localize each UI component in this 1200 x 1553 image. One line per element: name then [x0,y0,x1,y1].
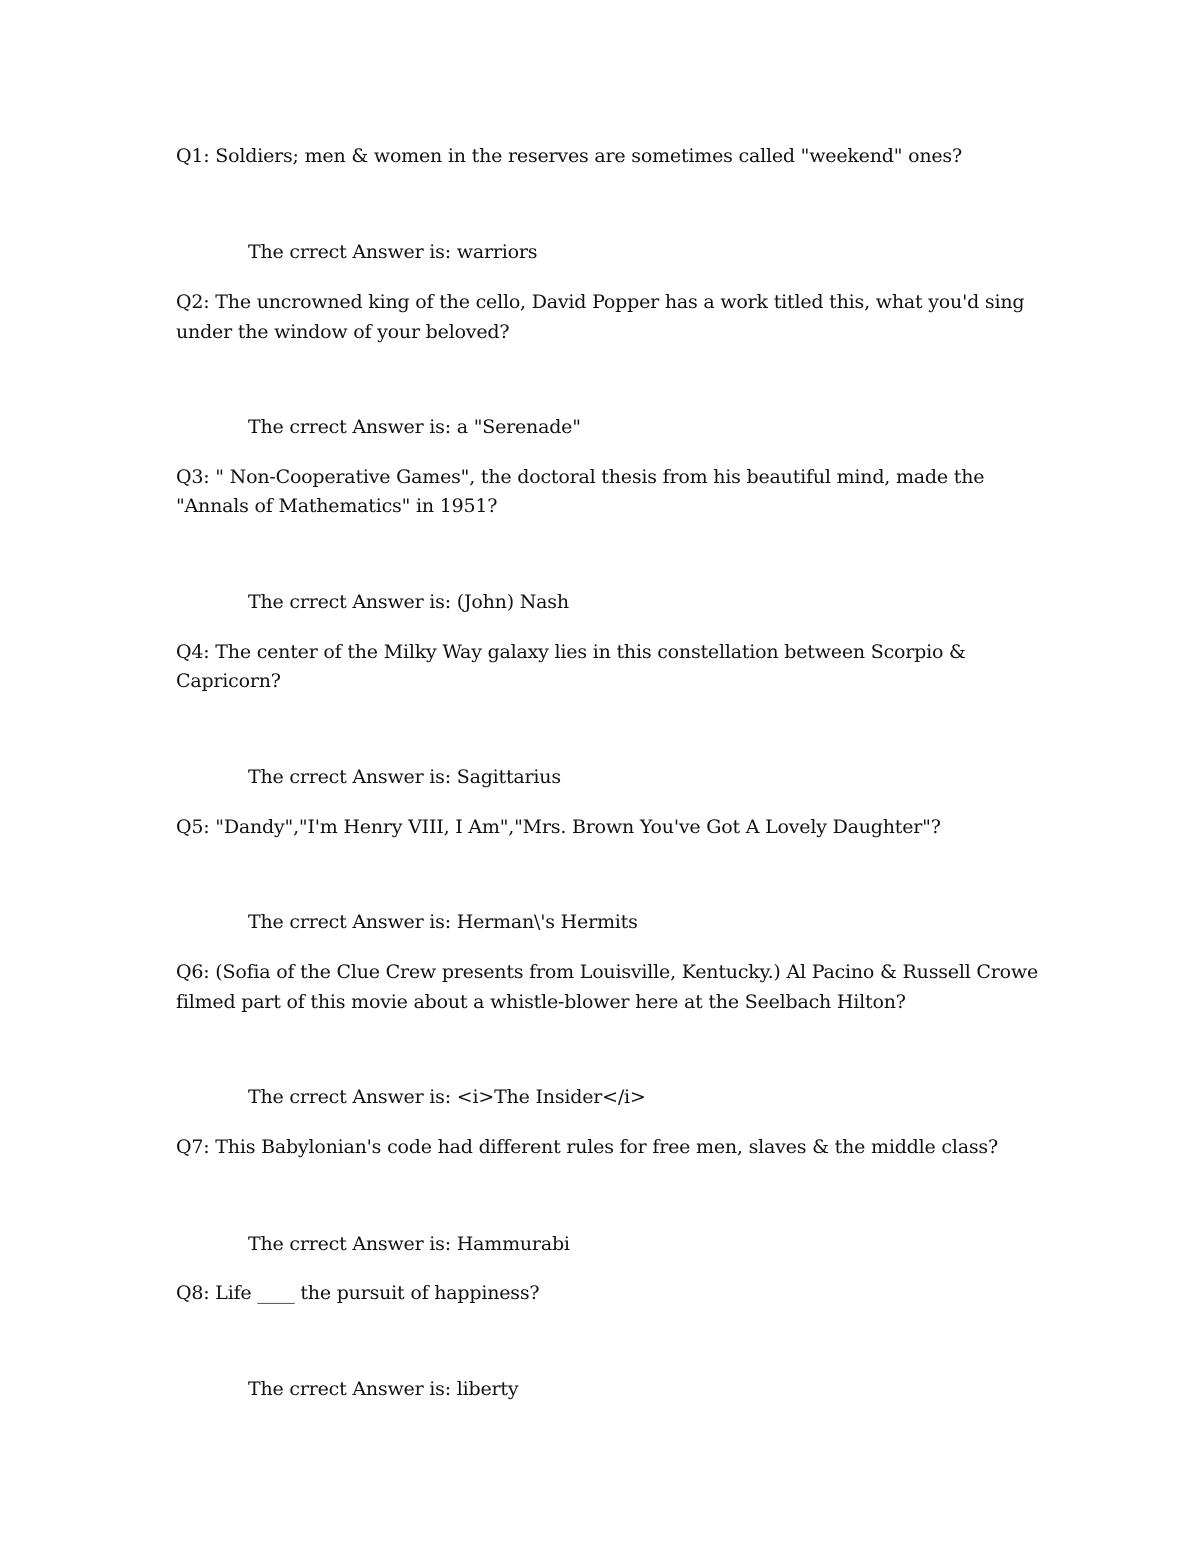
question-1-line-1: Q1: Soldiers; men & women in the reserves are sometimes called "weekend" ones? [176,145,962,167]
question-6-line-1: Q6: (Sofia of the Clue Crew presents from Louisville, Kentucky.) Al Pacino & Russell Crowe [176,961,1039,983]
question-4-line-1: Q4: The center of the Milky Way galaxy lies in this constellation between Scorpio & [176,641,966,663]
answer-4: The crrect Answer is: Sagittarius [248,766,561,788]
question-8-line-1: Q8: Life ____ the pursuit of happiness? [176,1282,540,1304]
question-7-line-1: Q7: This Babylonian's code had different rules for free men, slaves & the middle class? [176,1136,998,1158]
answer-5: The crrect Answer is: Herman\'s Hermits [248,911,638,933]
answer-1: The crrect Answer is: warriors [248,241,538,263]
answer-6: The crrect Answer is: <i>The Insider</i> [248,1086,646,1108]
question-2-line-2: under the window of your beloved? [176,321,510,343]
question-5-line-1: Q5: "Dandy","I'm Henry VIII, I Am","Mrs. Brown You've Got A Lovely Daughter"? [176,816,941,838]
question-3-line-2: "Annals of Mathematics" in 1951? [176,495,498,517]
question-3-line-1: Q3: " Non-Cooperative Games", the doctoral thesis from his beautiful mind, made the [176,466,985,488]
question-6-line-2: filmed part of this movie about a whistle-blower here at the Seelbach Hilton? [176,991,906,1013]
answer-8: The crrect Answer is: liberty [248,1378,519,1400]
answer-3: The crrect Answer is: (John) Nash [248,591,569,613]
answer-2: The crrect Answer is: a "Serenade" [248,416,581,438]
question-2-line-1: Q2: The uncrowned king of the cello, David Popper has a work titled this, what you'd sing [176,291,1025,313]
question-4-line-2: Capricorn? [176,670,281,692]
answer-7: The crrect Answer is: Hammurabi [248,1233,570,1255]
